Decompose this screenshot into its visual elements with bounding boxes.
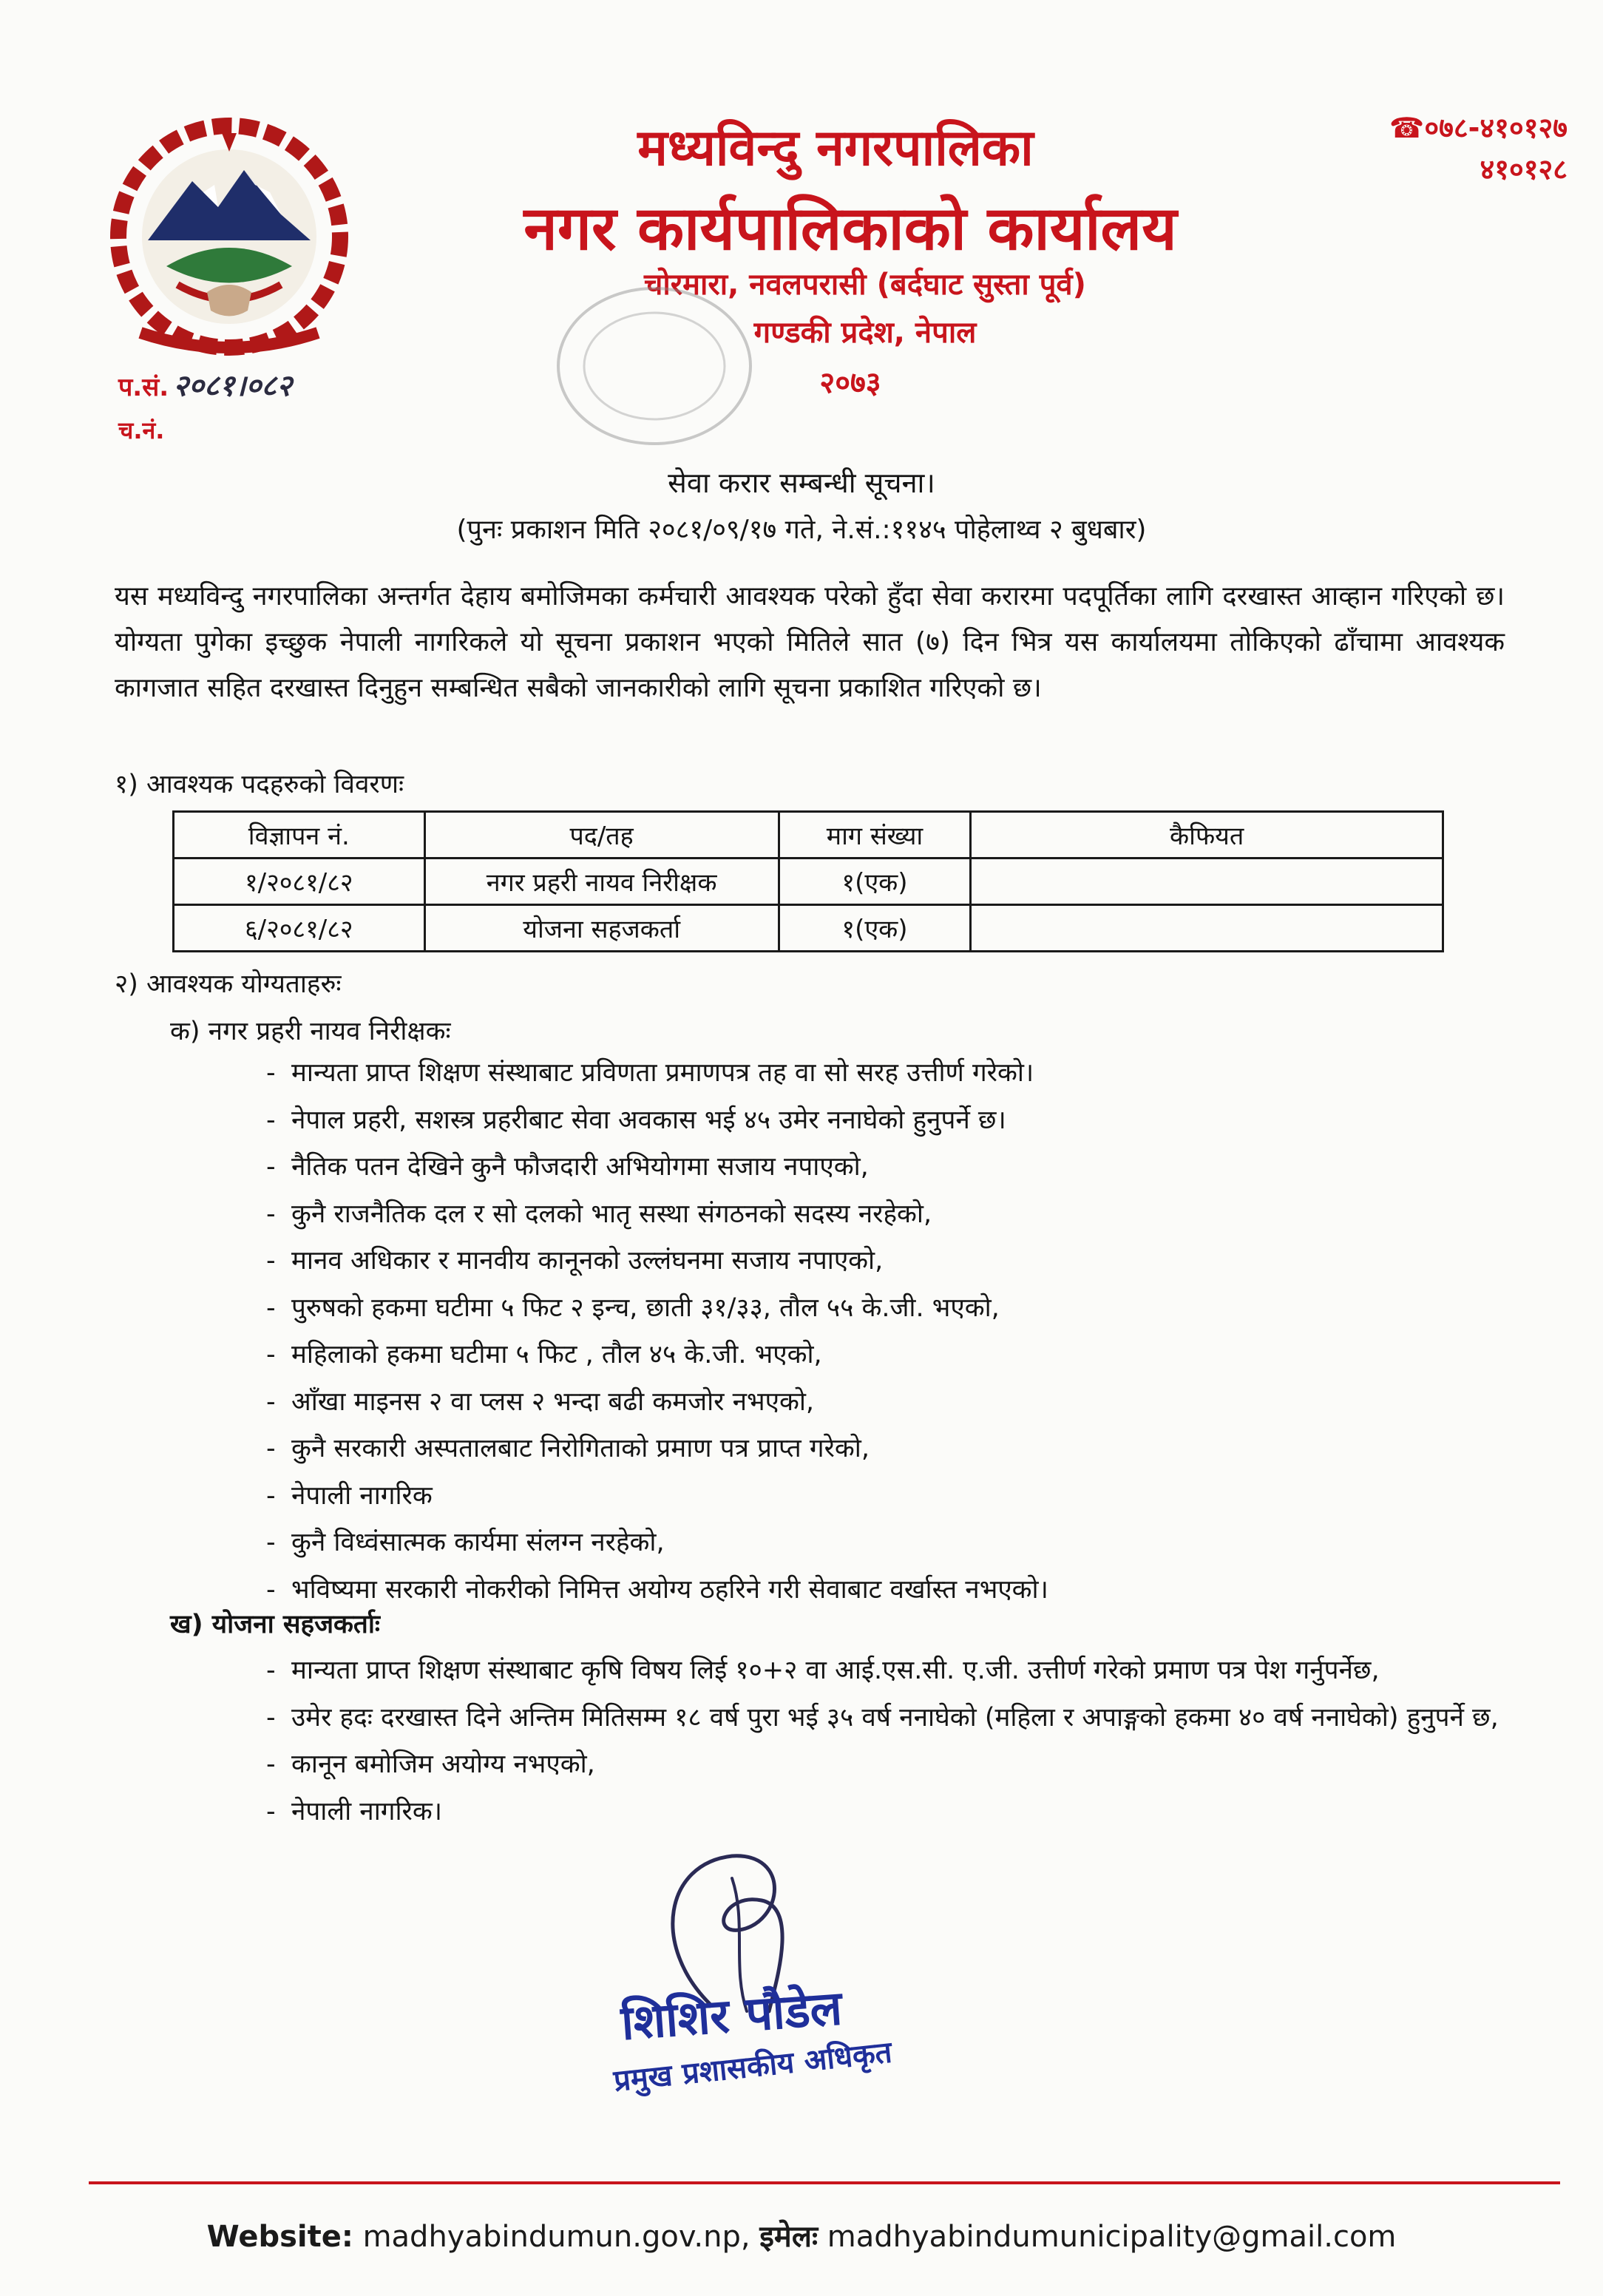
list-item: - नेपाली नागरिक — [266, 1480, 433, 1511]
list-item: - पुरुषको हकमा घटीमा ५ फिट २ इन्च, छाती ३१/३३, तौल ५५ के.जी. भएको, — [266, 1293, 1000, 1323]
cell-advertisement-no: ६/२०८१/८२ — [174, 905, 425, 952]
col-remarks: कैफियत — [971, 812, 1443, 859]
reference-number — [118, 364, 292, 404]
list-item: - मान्यता प्राप्त शिक्षण संस्थाबाट प्रविणता प्रमाणपत्र तह वा सो सरह उत्तीर्ण गरेको। — [266, 1058, 1034, 1088]
col-post-level: पद/तह — [424, 812, 779, 859]
list-item: - कुनै विध्वंसात्मक कार्यमा संलग्न नरहेको, — [266, 1528, 665, 1557]
dispatch-number-label: च.नं. — [118, 416, 165, 444]
municipality-name: मध्यविन्दु नगरपालिका — [637, 119, 1034, 177]
list-item: - महिलाको हकमा घटीमा ५ फिट , तौल ४५ के.जी. भएको, — [266, 1340, 822, 1369]
notice-subtitle: (पुनः प्रकाशन मिति २०८१/०९/१७ गते, ने.सं.:११४५ पोहेलाथ्व २ बुधबार) — [456, 515, 1147, 545]
email-label: इमेलः — [759, 2220, 819, 2254]
email-link[interactable]: madhyabindumunicipality@gmail.com — [827, 2220, 1397, 2254]
list-item: - आँखा माइनस २ वा प्लस २ भन्दा बढी कमजोर नभएको, — [266, 1386, 815, 1417]
ref-label: प.सं. — [118, 373, 169, 402]
qualification-list-a — [266, 1050, 1523, 1613]
telephone-icon: ☎ — [1389, 112, 1425, 144]
list-item: - कुनै राजनैतिक दल र सो दलको भातृ सस्था संगठनको सदस्य नरहेको, — [266, 1199, 932, 1229]
cell-count: १(एक) — [779, 859, 971, 905]
list-item: - कुनै सरकारी अस्पतालबाट निरोगिताको प्रमाण पत्र प्राप्त गरेको, — [266, 1434, 870, 1463]
cell-advertisement-no: १/२०८१/८२ — [174, 859, 425, 905]
subsection-b-heading: ख) योजना सहजकर्ताः — [170, 1610, 381, 1639]
cell-post: नगर प्रहरी नायव निरीक्षक — [424, 859, 779, 905]
table-header-row — [174, 812, 1443, 859]
list-item: - नेपाल प्रहरी, सशस्त्र प्रहरीबाट सेवा अवकास भई ४५ उमेर ननाघेको हुनुपर्ने छ। — [266, 1105, 1006, 1135]
vacancy-table — [172, 810, 1444, 952]
office-name: नगर कार्यपालिकाको कार्यालय — [523, 194, 1177, 264]
table-row — [174, 905, 1443, 952]
col-demand-count: माग संख्या — [779, 812, 971, 859]
ref-value: २०८१।०८२ — [173, 368, 292, 403]
footer-divider — [89, 2181, 1560, 2184]
footer-contact — [0, 2215, 1603, 2255]
section-1-heading: १) आवश्यक पदहरुको विवरणः — [115, 770, 404, 799]
list-item: - मानव अधिकार र मानवीय कानूनको उल्लंघनमा सजाय नपाएको, — [266, 1246, 884, 1276]
address-line-2: गण्डकी प्रदेश, नेपाल — [753, 316, 977, 350]
cell-count: १(एक) — [779, 905, 971, 952]
list-item: - नैतिक पतन देखिने कुनै फौजदारी अभियोगमा सजाय नपाएको, — [266, 1152, 869, 1182]
list-item: - कानून बमोजिम अयोग्य नभएको, — [266, 1750, 595, 1779]
list-item: - नेपाली नागरिक। — [266, 1796, 443, 1826]
cell-post: योजना सहजकर्ता — [424, 905, 779, 952]
address-line-1: चोरमारा, नवलपरासी (बर्दघाट सुस्ता पूर्व) — [644, 268, 1086, 302]
section-2-heading: २) आवश्यक योग्यताहरुः — [115, 969, 342, 999]
signatory-name: शिशिर पौडेल — [619, 1981, 844, 2051]
cell-remarks — [971, 905, 1443, 952]
col-advertisement-no: विज्ञापन नं. — [174, 812, 425, 859]
website-label: Website: — [206, 2220, 353, 2254]
phone-block — [1331, 107, 1568, 190]
table-row — [174, 859, 1443, 905]
list-item: - भविष्यमा सरकारी नोकरीको निमित्त अयोग्य ठहरिने गरी सेवाबाट वर्खास्त नभएको। — [266, 1574, 1048, 1605]
nepal-emblem-logo — [96, 111, 362, 362]
office-stamp — [547, 274, 762, 458]
notice-title: सेवा करार सम्बन्धी सूचना। — [668, 467, 935, 499]
phone-number-2: ४१०१२८ — [1480, 153, 1568, 186]
signatory-title: प्रमुख प्रशासकीय अधिकृत — [611, 2035, 894, 2099]
qualification-list-b — [266, 1648, 1508, 1835]
established-year: २०७३ — [819, 366, 881, 400]
phone-number-1: ०७८-४१०१२७ — [1424, 112, 1568, 144]
intro-paragraph: यस मध्यविन्दु नगरपालिका अन्तर्गत देहाय बमोजिमका कर्मचारी आवश्यक परेको हुँदा सेवा करारमा पदपूर्तिका लागि दरखास्त आव्हान गरिएको छ। योग्यता पुगेका इच्छुक नेपाली नागरिकले यो सूचना प्रकाशन भएको मितिले सात (७) दिन भित्र यस कार्यालयमा तोकिएको ढाँचामा आवश्यक कागजात सहित दरखास्त दिनुहुन सम्बन्धित सबैको जानकारीको लागि सूचना प्रकाशित गरिएको छ। — [115, 581, 1505, 703]
website-link[interactable]: madhyabindumun.gov.np, — [362, 2220, 750, 2254]
cell-remarks — [971, 859, 1443, 905]
list-item: - उमेर हदः दरखास्त दिने अन्तिम मितिसम्म १८ वर्ष पुरा भई ३५ वर्ष ननाघेको (महिला र अपाङ्गको हकमा ४० वर्ष ननाघेको) हुनुपर्ने छ, — [266, 1702, 1499, 1733]
list-item: - मान्यता प्राप्त शिक्षण संस्थाबाट कृषि विषय लिई १०+२ वा आई.एस.सी. ए.जी. उत्तीर्ण गरेको प्रमाण पत्र पेश गर्नुपर्नेछ, — [266, 1656, 1380, 1685]
subsection-a-heading: क) नगर प्रहरी नायव निरीक्षकः — [170, 1017, 451, 1046]
